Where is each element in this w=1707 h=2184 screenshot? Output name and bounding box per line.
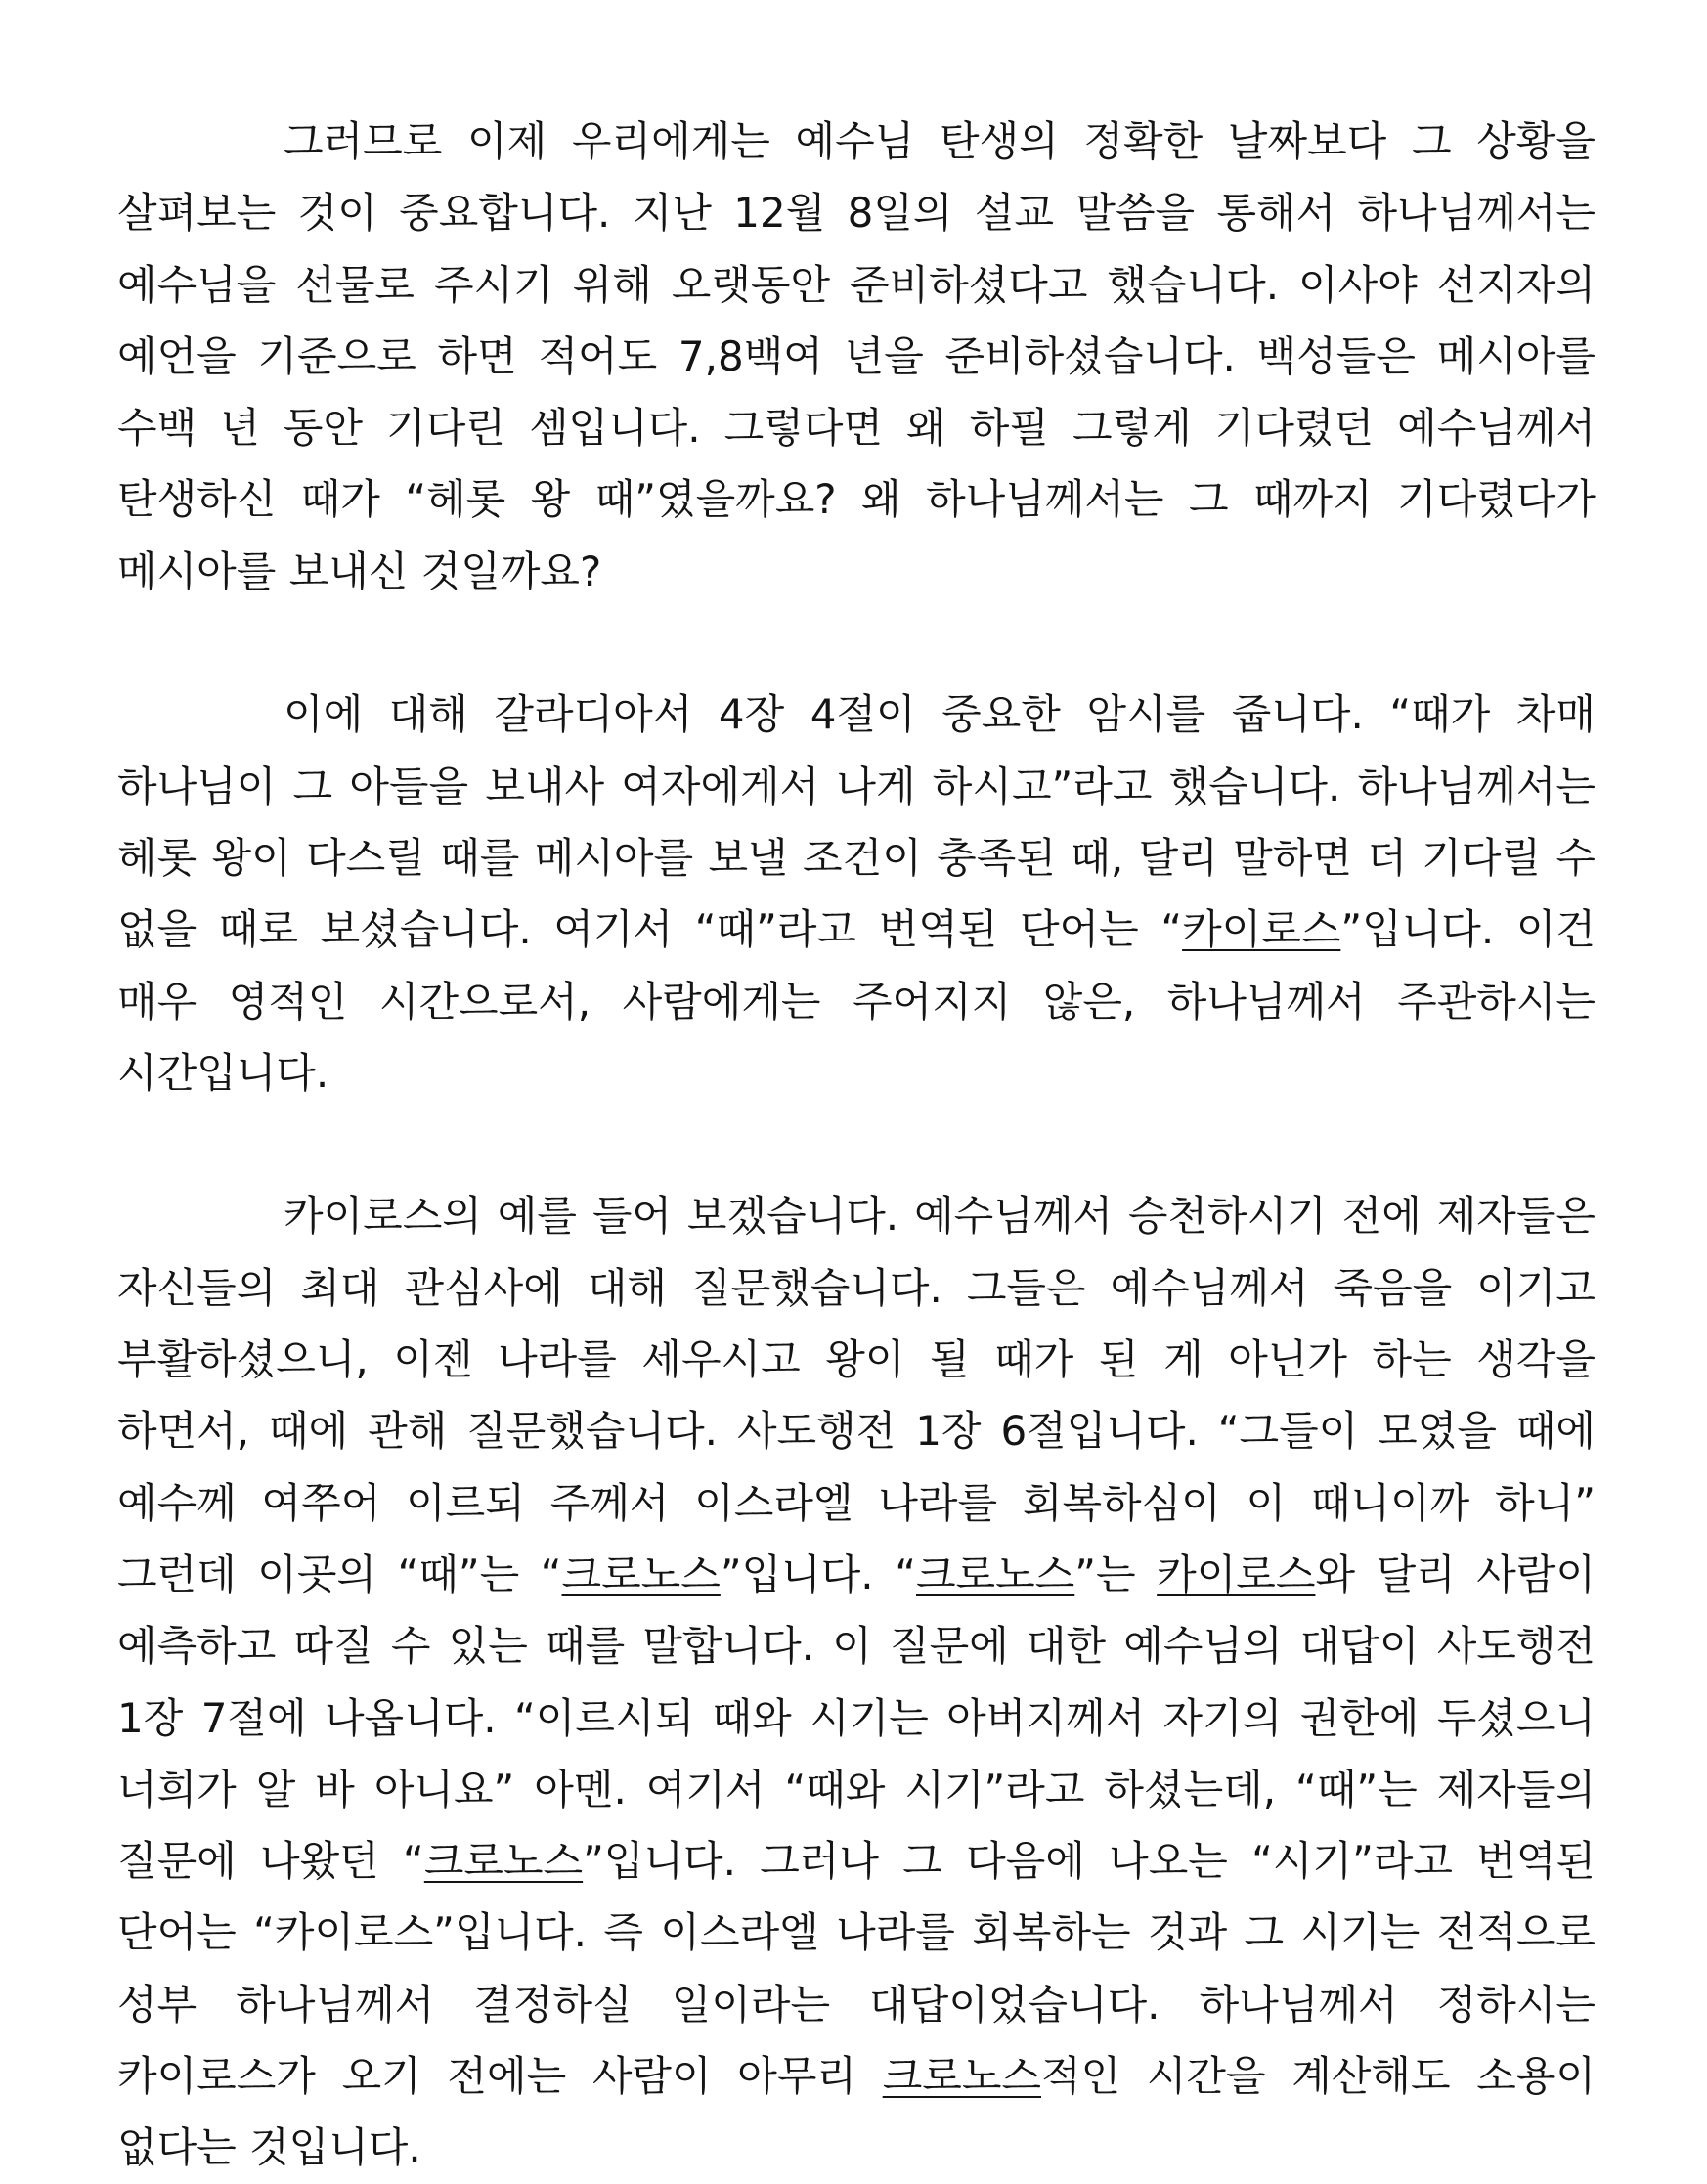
paragraph-1 [117, 106, 1596, 607]
text-run: ”입니다. “ [720, 1550, 916, 1598]
underlined-term: 크로노스 [915, 1550, 1075, 1598]
text-run: 그러므로 이제 우리에게는 예수님 탄생의 정확한 날짜보다 그 상황을 살펴보는 것이 중요합니다. 지난 12월 8일의 설교 말씀을 통해서 하나님께서는 예수님을 선물로 주시기 위해 오랫동안 준비하셨다고 했습니다. 이사야 선지자의 예언을 기준으로 하면 적어도 7,8백여 년을 준비하셨습니다. 백성들은 메시아를 수백 년 동안 기다린 셈입니다. 그렇다면 왜 하필 그렇게 기다렸던 예수님께서 탄생하신 때가 “헤롯 왕 때”였을까요? 왜 하나님께서는 그 때까지 기다렸다가 메시아를 보내신 것일까요? [117, 117, 1596, 595]
text-run: 적인 시간을 계산해도 소용이 없다는 것입니다. [117, 2052, 1596, 2172]
paragraph-3 [117, 1180, 1596, 2183]
underlined-term: 크로노스 [423, 1837, 584, 1886]
underlined-term: 카이로스 [1157, 1550, 1316, 1598]
text-run: 카이로스의 예를 들어 보겠습니다. 예수님께서 승천하시기 전에 제자들은 자신들의 최대 관심사에 대해 질문했습니다. 그들은 예수님께서 죽음을 이기고 부활하셨으니, 이젠 나라를 세우시고 왕이 될 때가 된 게 아닌가 하는 생각을 하면서, 때에 관해 질문했습니다. 사도행전 1장 6절입니다. “그들이 모였을 때에 예수께 여쭈어 이르되 주께서 이스라엘 나라를 회복하심이 이 때니이까 하니” 그런데 이곳의 “때”는 “ [117, 1192, 1596, 1598]
underlined-term: 카이로스 [1182, 905, 1341, 954]
paragraph-2 [117, 678, 1596, 1109]
underlined-term: 크로노스 [882, 2052, 1041, 2101]
text-run: ”입니다. 이건 매우 영적인 시간으로서, 사람에게는 주어지지 않은, 하나님께서 주관하시는 시간입니다. [117, 905, 1596, 1097]
text-run: ”는 [1074, 1550, 1158, 1598]
text-run: 이에 대해 갈라디아서 4장 4절이 중요한 암시를 줍니다. “때가 차매 하나님이 그 아들을 보내사 여자에게서 나게 하시고”라고 했습니다. 하나님께서는 헤롯 왕이 다스릴 때를 메시아를 보낼 조건이 충족된 때, 달리 말하면 더 기다릴 수 없을 때로 보셨습니다. 여기서 “때”라고 번역된 단어는 “ [117, 690, 1596, 954]
text-run: 와 달리 사람이 예측하고 따질 수 있는 때를 말합니다. 이 질문에 대한 예수님의 대답이 사도행전 1장 7절에 나옵니다. “이르시되 때와 시기는 아버지께서 자기의 권한에 두셨으니 너희가 알 바 아니요” 아멘. 여기서 “때와 시기”라고 하셨는데, “때”는 제자들의 질문에 나왔던 “ [117, 1550, 1596, 1886]
document-page [117, 106, 1596, 2184]
text-run: ”입니다. 그러나 그 다음에 나오는 “시기”라고 번역된 단어는 “카이로스”입니다. 즉 이스라엘 나라를 회복하는 것과 그 시기는 전적으로 성부 하나님께서 결정하실 일이라는 대답이었습니다. 하나님께서 정하시는 카이로스가 오기 전에는 사람이 아무리 [117, 1837, 1596, 2101]
underlined-term: 크로노스 [561, 1550, 721, 1598]
